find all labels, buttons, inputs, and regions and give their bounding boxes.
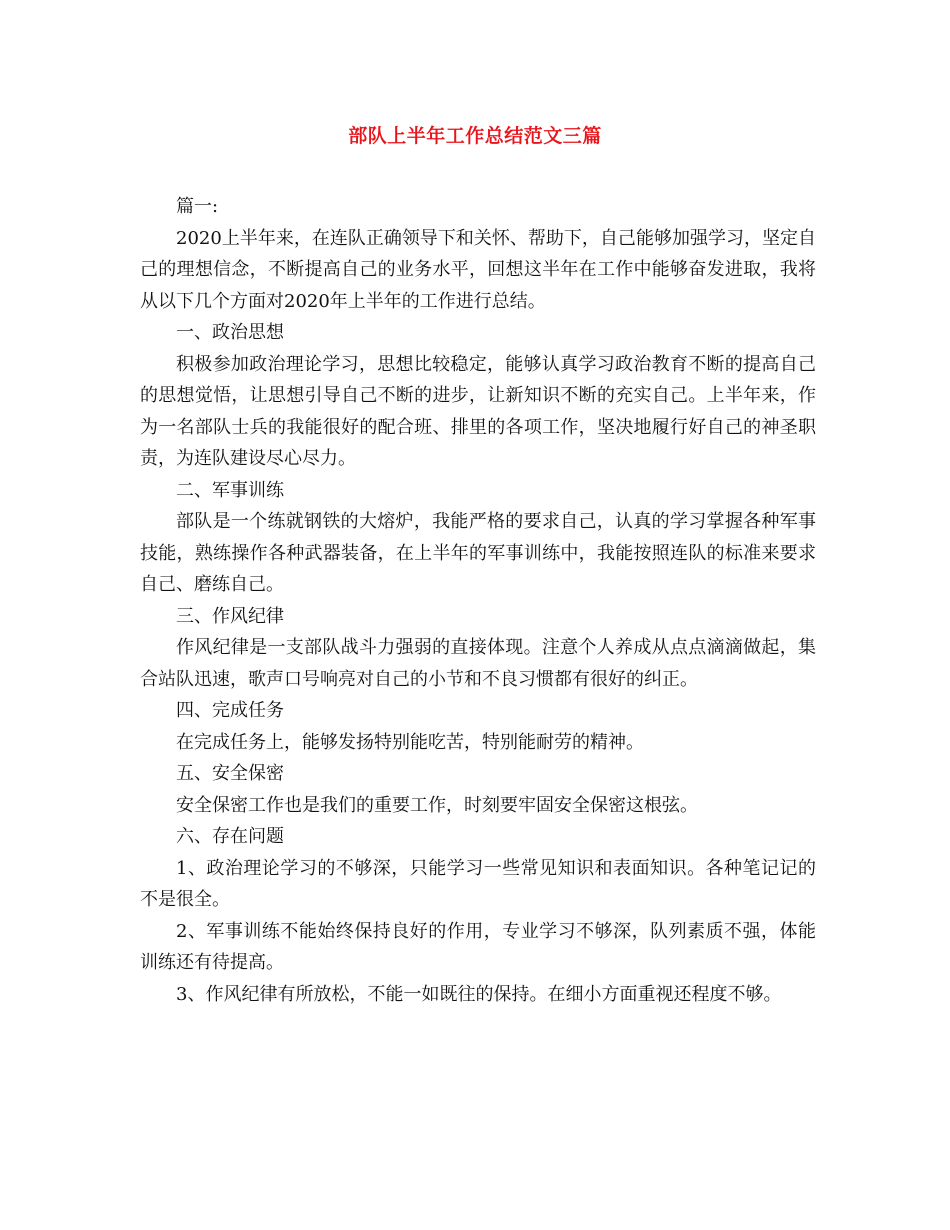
intro-paragraph: 2020上半年来，在连队正确领导下和关怀、帮助下，自己能够加强学习，坚定自己的理想信念，不断提高自己的业务水平，回想这半年在工作中能够奋发进取，我将从以下几个方面对2020年上半年的工作进行总结。	[140, 227, 816, 312]
document-body	[140, 191, 816, 1010]
paragraph-training: 部队是一个练就钢铁的大熔炉，我能严格的要求自己，认真的学习掌握各种军事技能，熟练操作各种武器装备，在上半年的军事训练中，我能按照连队的标准来要求自己、磨练自己。	[140, 511, 816, 595]
heading-tasks: 四、完成任务	[176, 700, 284, 721]
paragraph-security: 安全保密工作也是我们的重要工作，时刻要牢固安全保密这根弦。	[176, 794, 698, 816]
heading-problems: 六、存在问题	[176, 826, 284, 847]
paragraph-discipline: 作风纪律是一支部队战斗力强弱的直接体现。注意个人养成从点点滴滴做起，集合站队迅速，歌声口号响亮对自己的小节和不良习惯都有很好的纠正。	[140, 637, 816, 690]
heading-security: 五、安全保密	[176, 763, 284, 784]
problem-item-1: 1、政治理论学习的不够深，只能学习一些常见知识和表面知识。各种笔记记的不是很全。	[140, 857, 816, 910]
heading-discipline: 三、作风纪律	[176, 605, 284, 627]
problem-item-2: 2、军事训练不能始终保持良好的作用，专业学习不够深，队列素质不强，体能训练还有待提高。	[140, 920, 816, 973]
paragraph-politics: 积极参加政治理论学习，思想比较稳定，能够认真学习政治教育不断的提高自己的思想觉悟，让思想引导自己不断的进步，让新知识不断的充实自己。上半年来，作为一名部队士兵的我能很好的配合班、排里的各项工作，坚决地履行好自己的神圣职责，为连队建设尽心尽力。	[140, 353, 816, 469]
section-label: 篇一:	[176, 196, 219, 217]
problem-item-3: 3、作风纪律有所放松，不能一如既往的保持。在细小方面重视还程度不够。	[176, 983, 782, 1005]
heading-politics: 一、政治思想	[176, 322, 284, 343]
document-title: 部队上半年工作总结范文三篇	[348, 125, 602, 147]
paragraph-tasks: 在完成任务上，能够发扬特别能吃苦，特别能耐劳的精神。	[176, 731, 644, 753]
heading-training: 二、军事训练	[176, 479, 284, 501]
